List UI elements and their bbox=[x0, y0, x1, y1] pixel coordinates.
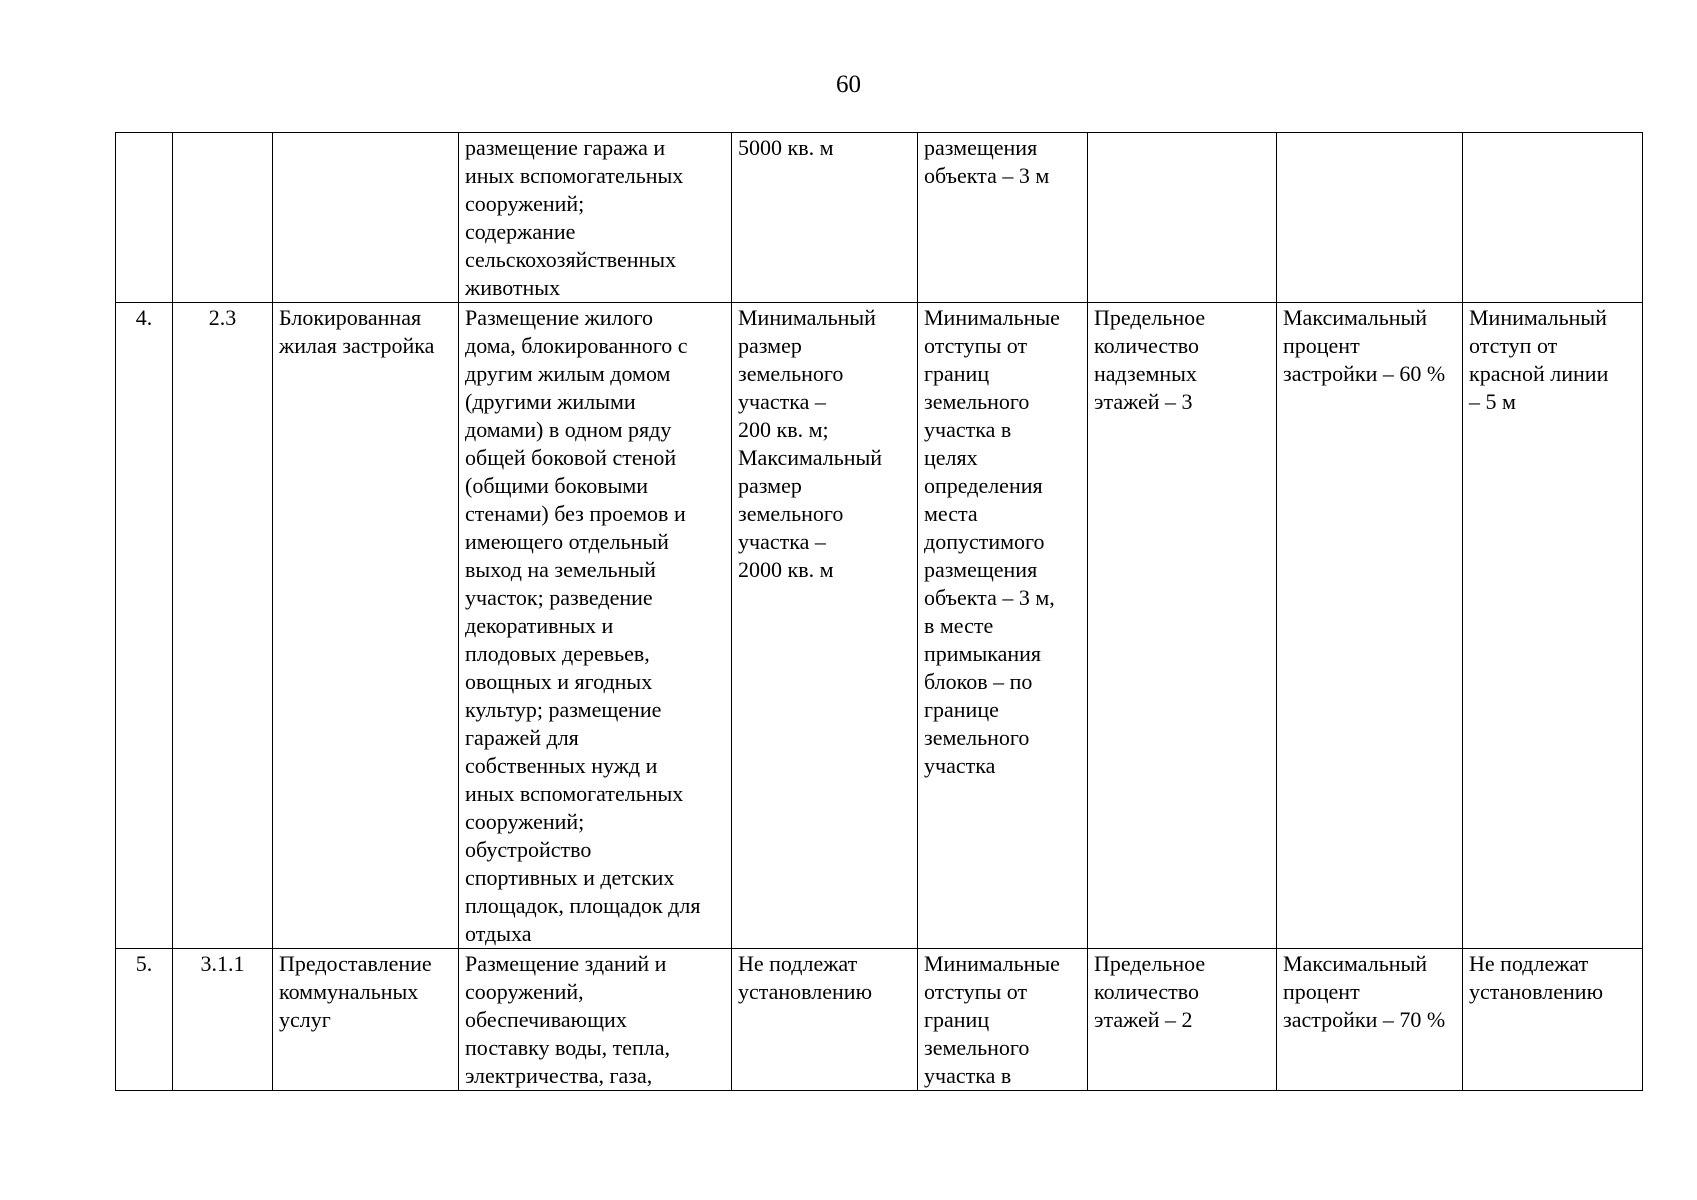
page-number: 60 bbox=[836, 71, 861, 98]
use-name-cell: Блокированная жилая застройка bbox=[273, 303, 459, 949]
coverage-cell bbox=[1277, 133, 1463, 303]
setbacks-cell: Минимальные отступы от границ земельного участка в bbox=[918, 949, 1088, 1091]
red-line-cell: Не подлежат установлению bbox=[1463, 949, 1643, 1091]
plot-size-cell: Минимальный размер земельного участка – 200 кв. м; Максимальный размер земельного участка – 2000 кв. м bbox=[732, 303, 918, 949]
use-code-cell bbox=[173, 133, 273, 303]
setbacks-cell: размещения объекта – 3 м bbox=[918, 133, 1088, 303]
use-description-cell: Размещение жилого дома, блокированного с другим жилым домом (другими жилыми домами) в одном ряду общей боковой стеной (общими боковыми стенами) без проемов и имеющего отдельный выход на земельный участок; разведение декоративных и плодовых деревьев, овощных и ягодных культур; размещение гаражей для собственных нужд и иных вспомогательных сооружений; обустройство спортивных и детских площадок, площадок для отдыха bbox=[459, 303, 732, 949]
row-number-cell: 4. bbox=[116, 303, 173, 949]
row-number-cell: 5. bbox=[116, 949, 173, 1091]
floors-cell: Предельное количество этажей – 2 bbox=[1088, 949, 1277, 1091]
coverage-cell: Максимальный процент застройки – 60 % bbox=[1277, 303, 1463, 949]
floors-cell bbox=[1088, 133, 1277, 303]
red-line-cell: Минимальный отступ от красной линии – 5 м bbox=[1463, 303, 1643, 949]
use-description-cell: размещение гаража и иных вспомогательных сооружений; содержание сельскохозяйственных животных bbox=[459, 133, 732, 303]
coverage-cell: Максимальный процент застройки – 70 % bbox=[1277, 949, 1463, 1091]
regulations-table bbox=[115, 132, 1643, 1091]
plot-size-cell: Не подлежат установлению bbox=[732, 949, 918, 1091]
setbacks-cell: Минимальные отступы от границ земельного участка в целях определения места допустимого размещения объекта – 3 м, в месте примыкания блоков – по границе земельного участка bbox=[918, 303, 1088, 949]
use-code-cell: 3.1.1 bbox=[173, 949, 273, 1091]
use-name-cell: Предоставление коммунальных услуг bbox=[273, 949, 459, 1091]
plot-size-cell: 5000 кв. м bbox=[732, 133, 918, 303]
table-row bbox=[116, 133, 1643, 303]
use-name-cell bbox=[273, 133, 459, 303]
floors-cell: Предельное количество надземных этажей – 3 bbox=[1088, 303, 1277, 949]
red-line-cell bbox=[1463, 133, 1643, 303]
table-row bbox=[116, 303, 1643, 949]
use-description-cell: Размещение зданий и сооружений, обеспечивающих поставку воды, тепла, электричества, газа, bbox=[459, 949, 732, 1091]
use-code-cell: 2.3 bbox=[173, 303, 273, 949]
row-number-cell bbox=[116, 133, 173, 303]
table-row bbox=[116, 949, 1643, 1091]
